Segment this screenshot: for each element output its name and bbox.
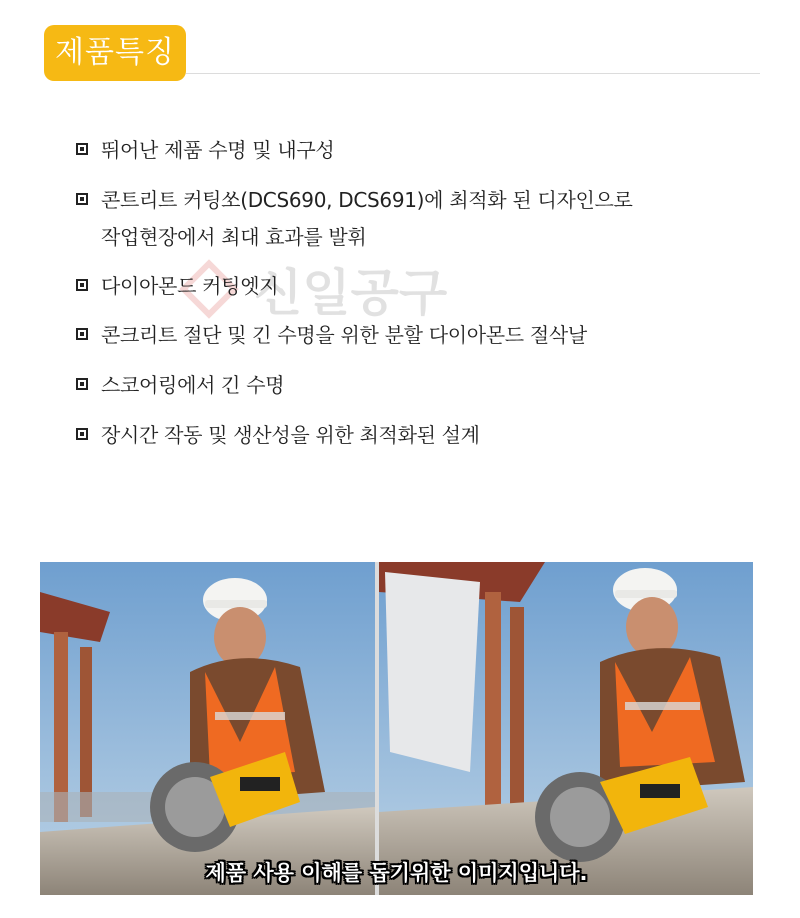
- square-bullet-icon: [76, 143, 88, 155]
- feature-text: 다이아몬드 커팅엣지: [101, 274, 279, 298]
- product-usage-photo: [40, 562, 753, 895]
- feature-item: [76, 317, 587, 354]
- feature-text: 장시간 작동 및 생산성을 위한 최적화된 설계: [101, 423, 480, 447]
- watermark-text: 신일공구: [254, 264, 448, 322]
- square-bullet-icon: [76, 279, 88, 291]
- feature-item: [76, 182, 633, 256]
- square-bullet-icon: [76, 193, 88, 205]
- section-header: [44, 25, 760, 81]
- feature-text: 콘크리트 절단 및 긴 수명을 위한 분할 다이아몬드 절삭날: [101, 323, 587, 347]
- feature-item: [76, 268, 278, 305]
- square-bullet-icon: [76, 378, 88, 390]
- feature-item: [76, 417, 480, 454]
- usage-photo-illustration: [40, 562, 753, 895]
- feature-item: [76, 367, 284, 404]
- feature-item: [76, 132, 334, 169]
- feature-text: 뛰어난 제품 수명 및 내구성: [101, 138, 335, 162]
- feature-text-continued: 작업현장에서 최대 효과를 발휘: [101, 225, 367, 249]
- photo-caption: 제품 사용 이해를 돕기위한 이미지입니다.: [205, 861, 588, 885]
- square-bullet-icon: [76, 328, 88, 340]
- header-divider: [186, 73, 760, 74]
- section-title-badge: 제품특징: [44, 25, 186, 81]
- square-bullet-icon: [76, 428, 88, 440]
- feature-text: 스코어링에서 긴 수명: [101, 373, 285, 397]
- feature-text: 콘트리트 커팅쏘(DCS690, DCS691)에 최적화 된 디자인으로: [101, 188, 633, 212]
